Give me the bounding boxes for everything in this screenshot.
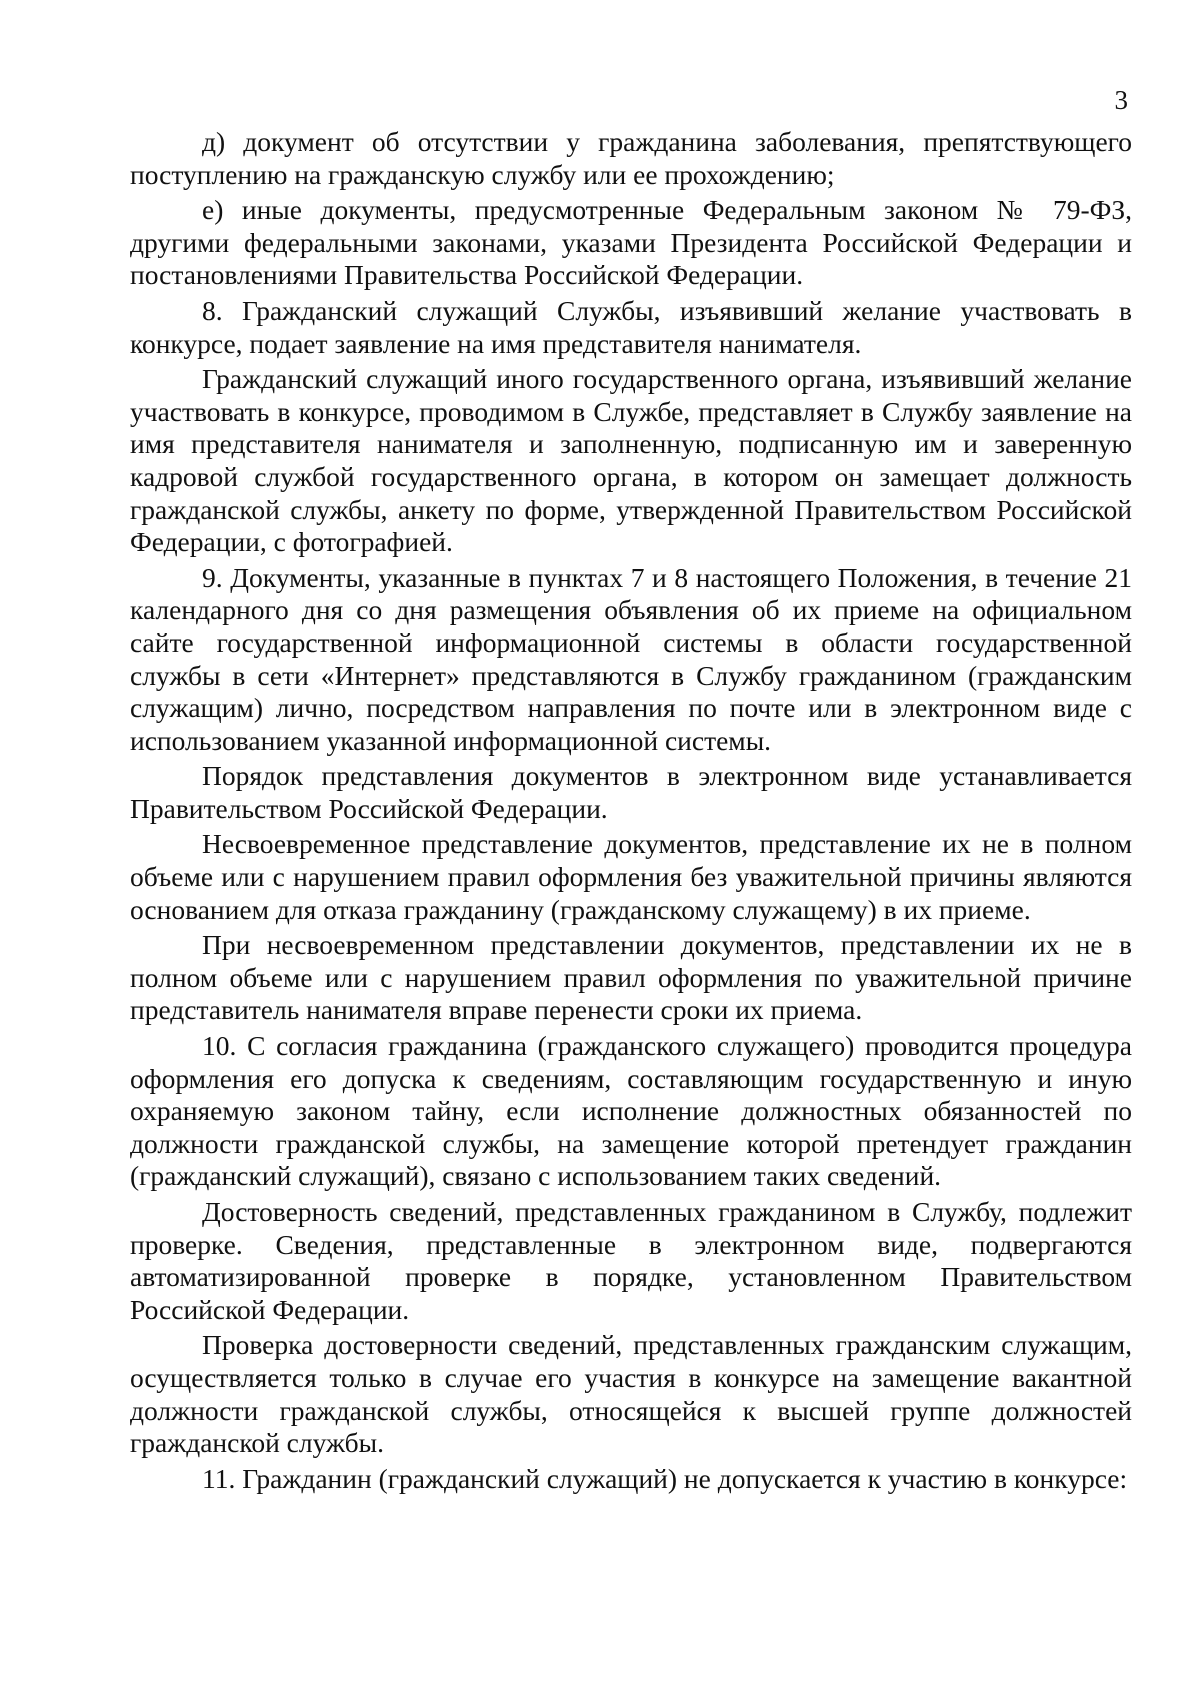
document-body <box>130 126 1132 1498</box>
paragraph-clause-10: 10. С согласия гражданина (гражданского служащего) проводится процедура оформления его допуска к сведениям, составляющим государственную и иную охраняемую законом тайну, если исполнение должностных обязанностей по должности гражданской службы, на замещение которой претендует гражданин (гражданский служащий), связано с использованием таких сведений. <box>130 1030 1132 1192</box>
page-number: 3 <box>1114 85 1128 115</box>
paragraph-deadline-extension: При несвоевременном представлении документов, представлении их не в полном объеме или с нарушением правил оформления по уважительной причине представитель нанимателя вправе перенести сроки их приема. <box>130 929 1132 1026</box>
paragraph-clause-11: 11. Гражданин (гражданский служащий) не допускается к участию в конкурсе: <box>202 1462 1128 1494</box>
paragraph-item-d: д) документ об отсутствии у гражданина заболевания, препятствующего поступлению на гражданскую службу или ее прохождению; <box>130 126 1132 190</box>
paragraph-electronic-procedure: Порядок представления документов в электронном виде устанавливается Правительством Российской Федерации. <box>130 760 1132 824</box>
paragraph-item-e: е) иные документы, предусмотренные Федеральным законом № 79-ФЗ, другими федеральными законами, указами Президента Российской Федерации и постановлениями Правительства Российской Федерации. <box>130 194 1132 291</box>
paragraph-verification-scope: Проверка достоверности сведений, представленных гражданским служащим, осуществляется только в случае его участия в конкурсе на замещение вакантной должности гражданской службы, относящейся к высшей группе должностей гражданской службы. <box>130 1329 1132 1459</box>
paragraph-late-submission: Несвоевременное представление документов, представление их не в полном объеме или с нарушением правил оформления без уважительной причины являются основанием для отказа гражданину (гражданскому служащему) в их приеме. <box>130 828 1132 925</box>
paragraph-clause-9: 9. Документы, указанные в пунктах 7 и 8 настоящего Положения, в течение 21 календарного дня со дня размещения объявления об их приеме на официальном сайте государственной информационной системы в области государственной службы в сети «Интернет» представляются в Службу гражданином (гражданским служащим) лично, посредством направления по почте или в электронном виде с использованием указанной информационной системы. <box>130 561 1132 756</box>
paragraph-verification: Достоверность сведений, представленных гражданином в Службу, подлежит проверке. Сведения, представленные в электронном виде, подвергаются автоматизированной проверке в порядке, установленном Правительством Российской Федерации. <box>130 1196 1132 1325</box>
paragraph-clause-8-other-body: Гражданский служащий иного государственного органа, изъявивший желание участвовать в конкурсе, проводимом в Службе, представляет в Службу заявление на имя представителя нанимателя и заполненную, подписанную им и заверенную кадровой службой государственного органа, в котором он замещает должность гражданской службы, анкету по форме, утвержденной Правительством Российской Федерации, с фотографией. <box>130 363 1132 558</box>
paragraph-clause-8: 8. Гражданский служащий Службы, изъявивший желание участвовать в конкурсе, подает заявление на имя представителя нанимателя. <box>130 294 1132 359</box>
